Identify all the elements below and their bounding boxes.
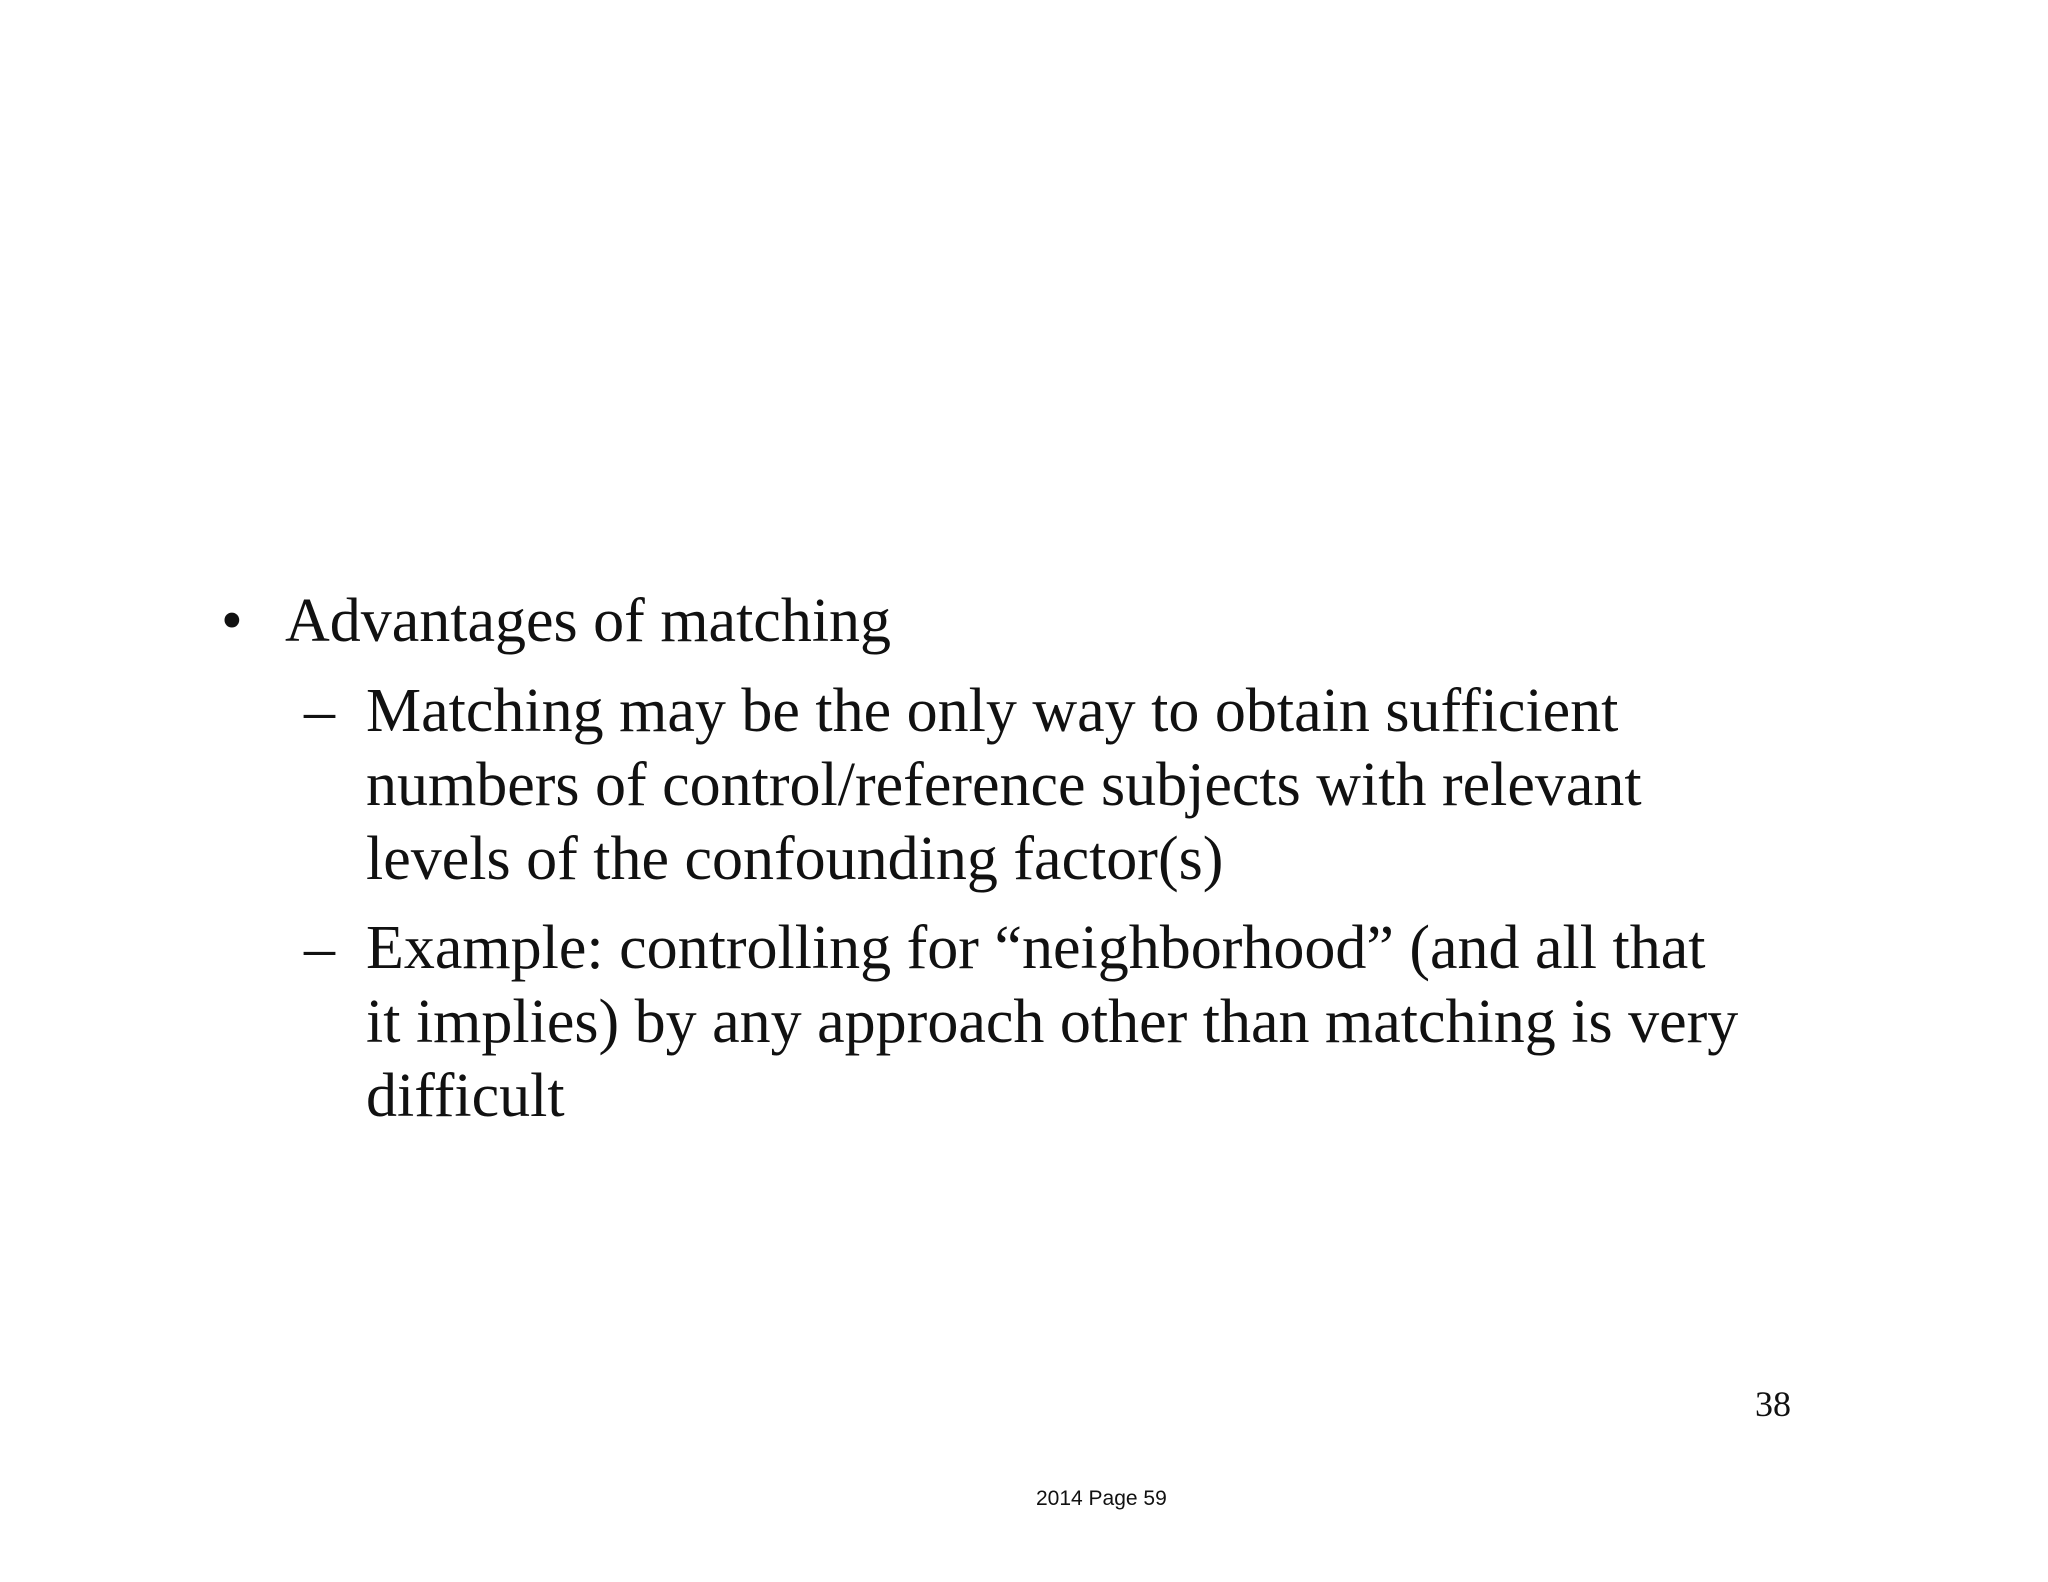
page-footer: 2014 Page 59 — [1036, 1487, 1167, 1510]
sub-point-line: Matching may be the only way to obtain sufficient — [366, 677, 1619, 745]
dash-icon: – — [304, 677, 335, 745]
dash-icon: – — [304, 914, 335, 982]
slide-number: 38 — [1755, 1384, 1791, 1424]
bullet-heading: Advantages of matching — [285, 587, 892, 655]
sub-point-line: difficult — [366, 1062, 565, 1130]
sub-point-line: Example: controlling for “neighborhood” (and all that — [366, 914, 1706, 982]
sub-point-sufficient-numbers — [304, 674, 1804, 896]
bullet-icon: • — [221, 587, 243, 655]
sub-point-line: it implies) by any approach other than matching is very — [366, 988, 1739, 1056]
sub-point-line: numbers of control/reference subjects with relevant — [366, 751, 1642, 819]
sub-point-neighborhood-example — [304, 911, 1804, 1133]
sub-point-line: levels of the confounding factor(s) — [366, 825, 1224, 893]
bullet-point — [221, 584, 891, 658]
